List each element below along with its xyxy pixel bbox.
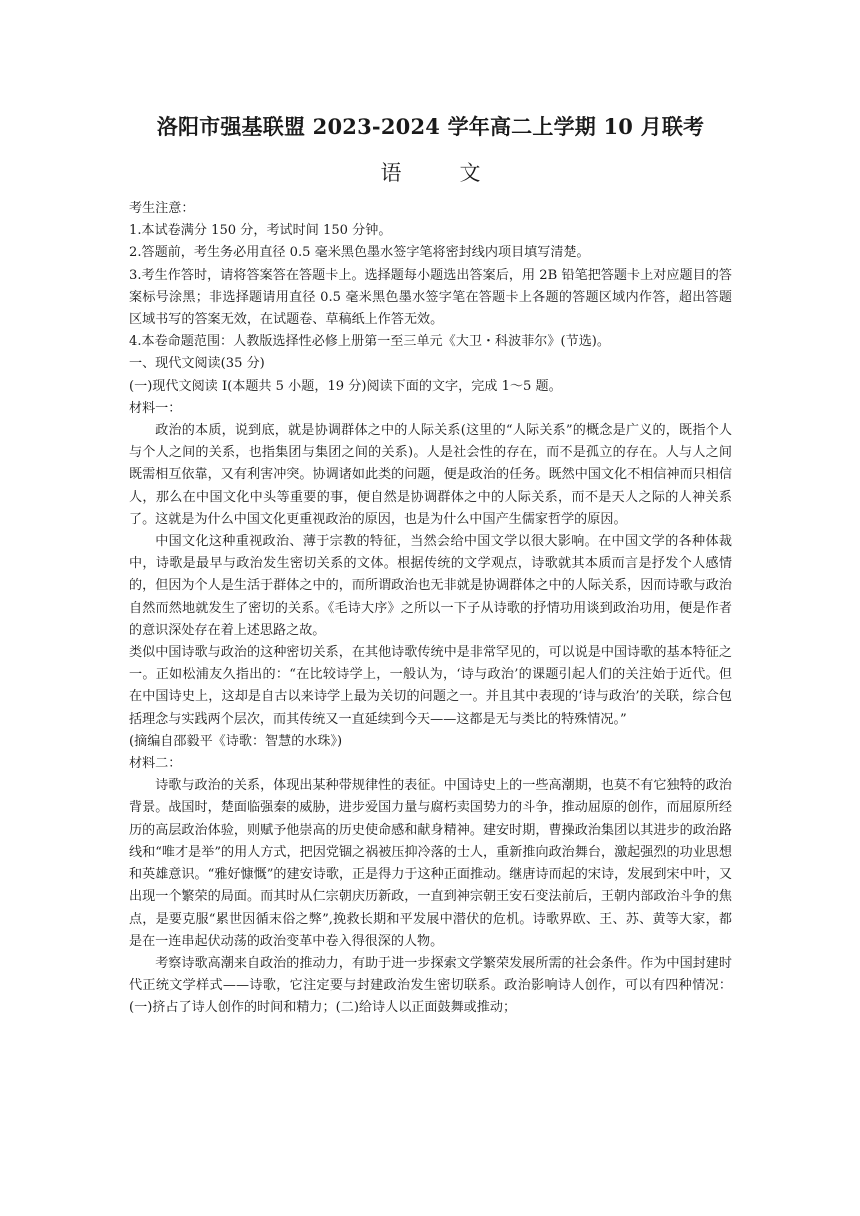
subsection-heading: (一)现代文阅读 I(本题共 5 小题，19 分)阅读下面的文字，完成 1～5 题。 [129, 378, 562, 394]
section-heading: 一、现代文阅读(35 分) [129, 356, 265, 372]
material-1-paragraph-3: 类似中国诗歌与政治的这种密切关系，在其他诗歌传统中是非常罕见的，可以说是中国诗歌的基本特征之一。正如松浦友久指出的：“在比较诗学上，一般认为，‘诗与政治’的课题引起人们的关注始于近代。但在中国诗史上，这却是自古以来诗学上最为关切的问题之一。并且其中表现的‘诗与政治’的关联，综合包括理念与实践两个层次，而其传统又一直延续到今天——这都是无与类比的特殊情况。” [129, 645, 732, 727]
material-2-label: 材料二： [129, 756, 182, 772]
material-1-paragraph-1: 政治的本质，说到底，就是协调群体之中的人际关系(这里的“人际关系”的概念是广义的，既指个人与个人之间的关系，也指集团与集团之间的关系)。人是社会性的存在，而不是孤立的存在。人与人之间既需相互依靠，又有利害冲突。协调诸如此类的问题，便是政治的任务。既然中国文化不相信神而只相信人，那么在中国文化中头等重要的事，便自然是协调群体之中的人际关系，而不是天人之际的人神关系了。这就是为什么中国文化更重视政治的原因，也是为什么中国产生儒家哲学的原因。 [129, 423, 732, 527]
notice-heading: 考生注意： [129, 201, 195, 216]
material-2-paragraph-1: 诗歌与政治的关系，体现出某种带规律性的表征。中国诗史上的一些高潮期，也莫不有它独特的政治背景。战国时，楚面临强秦的威胁，进步爱国力量与腐朽卖国势力的斗争，推动屈原的创作，而屈原所经历的高层政治体验，则赋予他崇高的历史使命感和献身精神。建安时期，曹操政治集团以其进步的政治路线和“唯才是举”的用人方式，把因党锢之祸被压抑冷落的士人，重新推向政治舞台，激起强烈的功业思想和英雄意识。“雅好慷慨”的建安诗歌，正是得力于这种正面推动。继唐诗而起的宋诗，发展到宋中叶，又出现一个繁荣的局面。而其时从仁宗朝庆历新政，一直到神宗朝王安石变法前后，王朝内部政治斗争的焦点，是要克服“累世因循末俗之弊”,挽救长期和平发展中潜伏的危机。诗歌界欧、王、苏、黄等大家，都是在一连串起伏动荡的政治变革中卷入得很深的人物。 [129, 778, 732, 949]
notice-item-2: 2.答题前，考生务必用直径 0.5 毫米黑色墨水签字笔将密封线内项目填写清楚。 [129, 245, 590, 261]
material-1-paragraph-2: 中国文化这种重视政治、薄于宗教的特征，当然会给中国文学以很大影响。在中国文学的各种体裁中，诗歌是最早与政治发生密切关系的文体。根据传统的文学观点，诗歌就其本质而言是抒发个人感情的，但因为个人是生活于群体之中的，而所谓政治也无非就是协调群体之中的人际关系，因而诗歌与政治自然而然地就发生了密切的关系。《毛诗大序》之所以一下子从诗歌的抒情功用谈到政治功用，便是作者的意识深处存在着上述思路之故。 [129, 534, 732, 638]
exam-title: 洛阳市强基联盟 2023-2024 学年高二上学期 10 月联考 [156, 114, 705, 139]
material-1-label: 材料一： [129, 400, 182, 416]
exam-page [129, 112, 732, 1020]
exam-body [129, 198, 732, 1020]
material-2-paragraph-2: 考察诗歌高潮来自政治的推动力，有助于进一步探索文学繁荣发展所需的社会条件。作为中国封建时代正统文学样式——诗歌，它注定要与封建政治发生密切联系。政治影响诗人创作，可以有四种情况：(一)挤占了诗人创作的时间和精力；(二)给诗人以正面鼓舞或推动； [129, 955, 732, 1016]
notice-item-4: 4.本卷命题范围：人教版选择性必修上册第一至三单元《大卫・科波菲尔》(节选)。 [129, 334, 610, 350]
notice-item-1: 1.本试卷满分 150 分，考试时间 150 分钟。 [129, 223, 392, 239]
subject-title: 语文 [380, 161, 539, 185]
material-1-source: (摘编自邵毅平《诗歌：智慧的水珠》) [129, 733, 343, 749]
notice-item-3: 3.考生作答时，请将答案答在答题卡上。选择题每小题选出答案后，用 2B 铅笔把答题卡上对应题目的答案标号涂黑；非选择题请用直径 0.5 毫米黑色墨水签字笔在答题卡上各题的答题区域内作答，超出答题区域书写的答案无效，在试题卷、草稿纸上作答无效。 [129, 267, 732, 328]
